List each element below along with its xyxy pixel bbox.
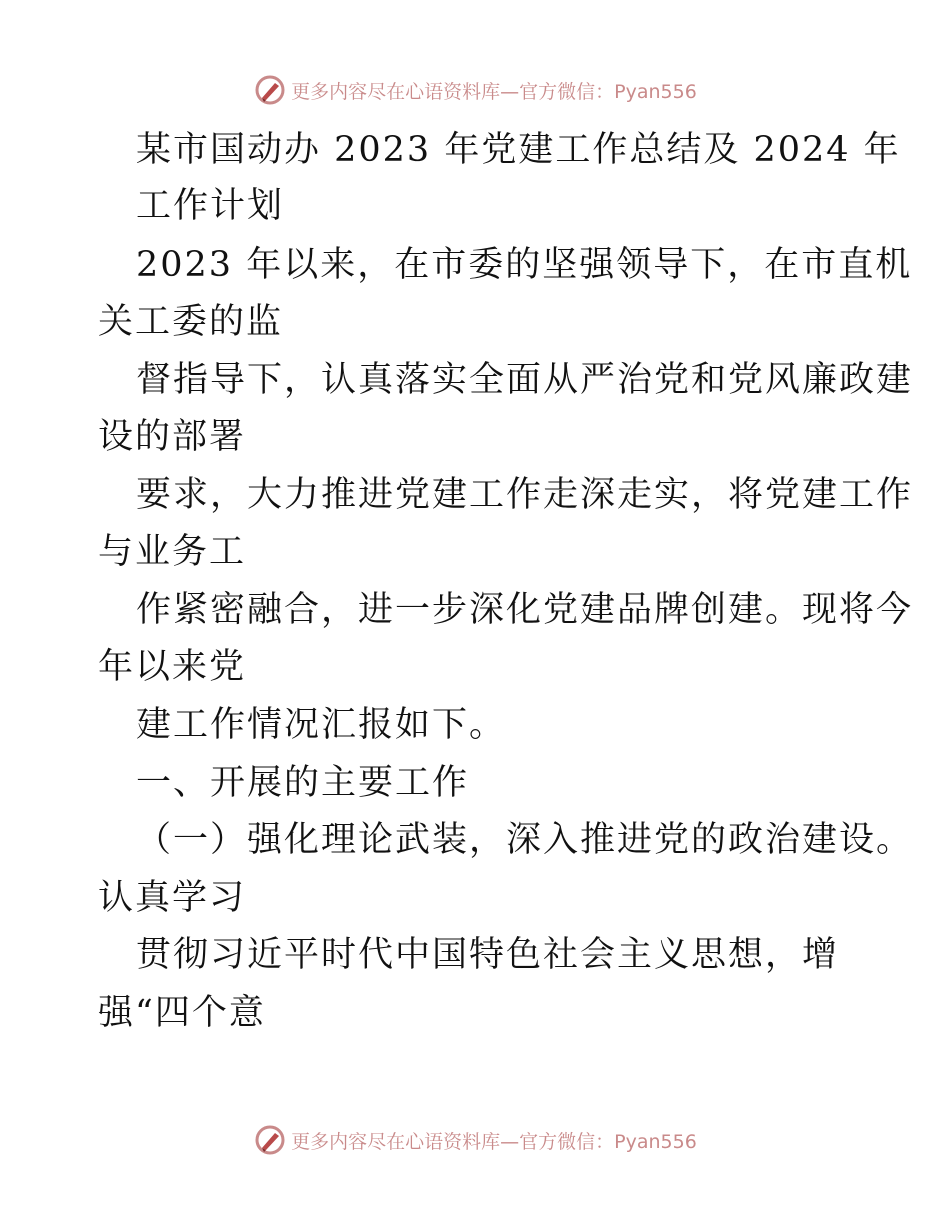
section-heading: 一、开展的主要工作 [136, 763, 470, 803]
paragraph-line: 年以来党 [98, 647, 247, 687]
document-title-line-2: 工作计划 [136, 186, 285, 226]
paragraph-line: 关工委的监 [98, 302, 284, 342]
pen-circle-logo-icon [253, 73, 287, 107]
paragraph-line: 贯彻习近平时代中国特色社会主义思想，增 [136, 935, 840, 975]
paragraph-line: 与业务工 [98, 532, 247, 572]
paragraph-line: 强“四个意 [98, 993, 266, 1033]
pen-circle-logo-icon [253, 1123, 287, 1157]
paragraph-line: 设的部署 [98, 417, 247, 457]
header-watermark [0, 70, 950, 110]
subsection-heading: （一）强化理论武装，深入推进党的政治建设。 [136, 820, 914, 860]
paragraph-line: 作紧密融合，进一步深化党建品牌创建。现将今 [136, 590, 914, 630]
paragraph-line: 督指导下，认真落实全面从严治党和党风廉政建 [136, 360, 914, 400]
document-title-line-1: 某市国动办 2023 年党建工作总结及 2024 年 [136, 130, 901, 170]
paragraph-line: 建工作情况汇报如下。 [136, 705, 507, 745]
paragraph-line: 要求，大力推进党建工作走深走实，将党建工作 [136, 475, 914, 515]
watermark-text: 更多内容尽在心语资料库—官方微信：Pyan556 [291, 80, 697, 103]
watermark-text: 更多内容尽在心语资料库—官方微信：Pyan556 [291, 1130, 697, 1153]
paragraph-line: 认真学习 [98, 878, 247, 918]
footer-watermark [0, 1120, 950, 1160]
paragraph-line: 2023 年以来，在市委的坚强领导下，在市直机 [136, 245, 913, 285]
